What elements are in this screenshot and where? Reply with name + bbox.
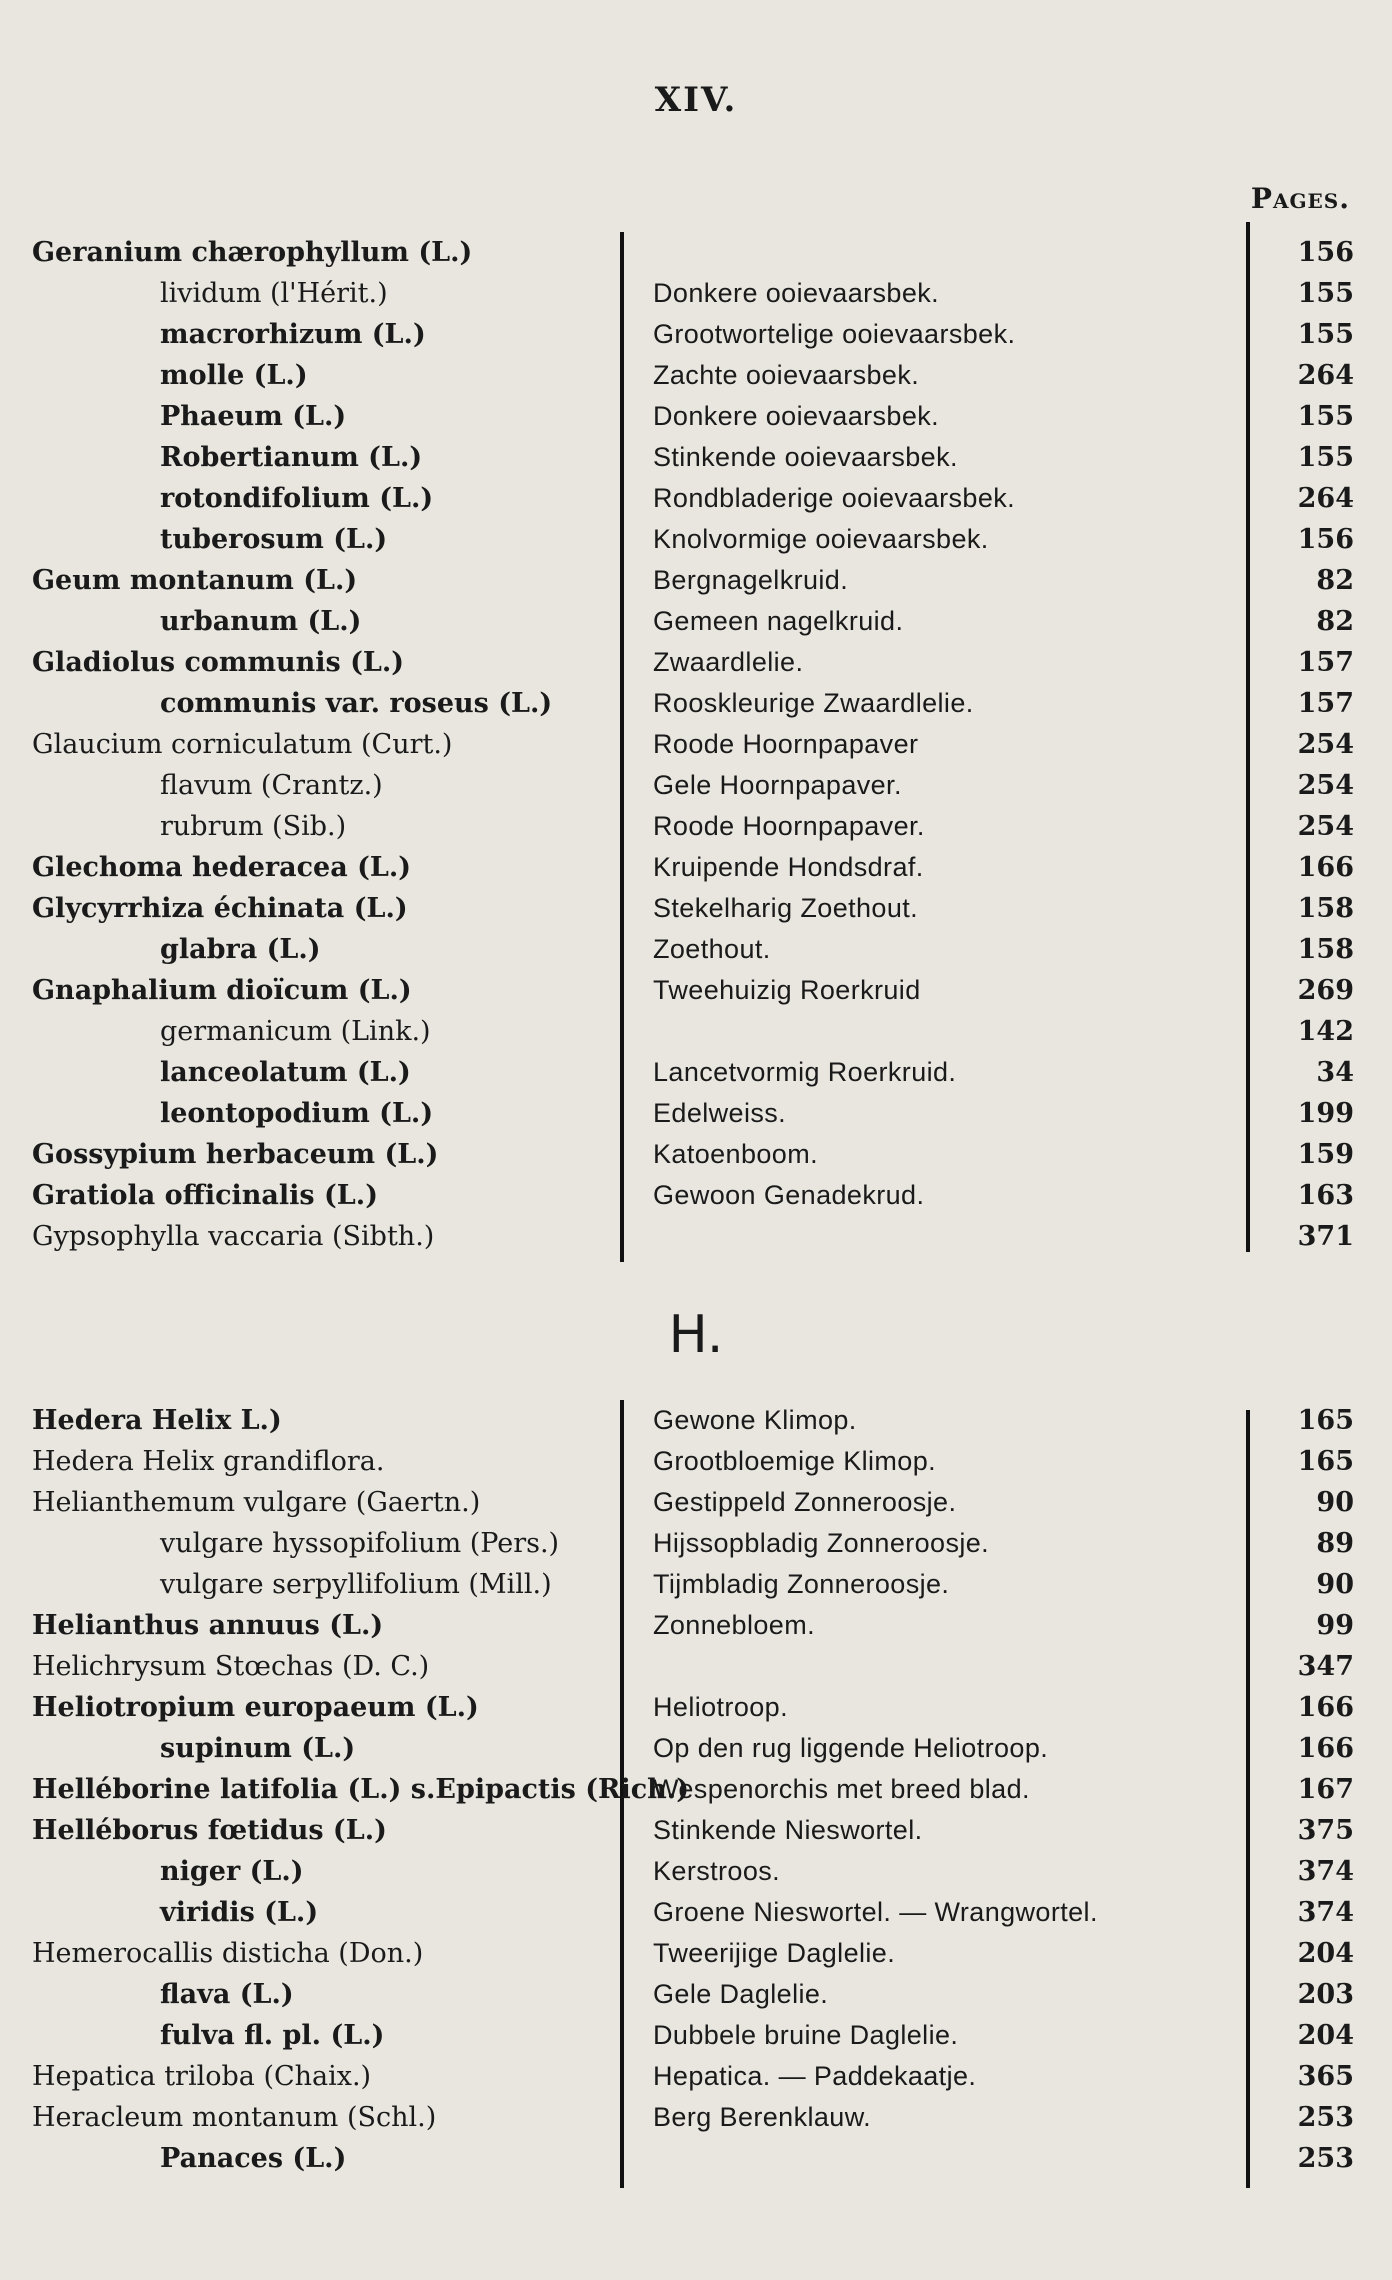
index-entry bbox=[0, 1974, 1392, 2015]
latin-name: tuberosum (L.) bbox=[160, 524, 388, 555]
latin-name: Glechoma hederacea (L.) bbox=[32, 852, 412, 883]
page-ref: 375 bbox=[1297, 1815, 1354, 1846]
page-ref: 204 bbox=[1297, 2020, 1354, 2051]
page-ref: 34 bbox=[1316, 1057, 1354, 1088]
index-entry bbox=[0, 601, 1392, 642]
latin-name: Helichrysum Stœchas (D. C.) bbox=[32, 1651, 430, 1682]
index-entry bbox=[0, 1810, 1392, 1851]
index-entry bbox=[0, 888, 1392, 929]
common-name: Rooskleurige Zwaardlelie. bbox=[653, 688, 974, 718]
index-entry bbox=[0, 970, 1392, 1011]
index-entry bbox=[0, 1400, 1392, 1441]
latin-name: Gossypium herbaceum (L.) bbox=[32, 1139, 439, 1170]
common-name: Kerstroos. bbox=[653, 1856, 781, 1886]
index-entry bbox=[0, 1564, 1392, 1605]
common-name: Zachte ooievaarsbek. bbox=[653, 360, 920, 390]
latin-name: Hemerocallis disticha (Don.) bbox=[32, 1938, 424, 1969]
common-name: Hijssopbladig Zonneroosje. bbox=[653, 1528, 990, 1558]
index-entry bbox=[0, 2015, 1392, 2056]
common-name: Zoethout. bbox=[653, 934, 771, 964]
index-entry bbox=[0, 2138, 1392, 2179]
index-entry bbox=[0, 929, 1392, 970]
latin-name: Helianthemum vulgare (Gaertn.) bbox=[32, 1487, 481, 1518]
common-name: Berg Berenklauw. bbox=[653, 2102, 872, 2132]
latin-name: Helléborus fœtidus (L.) bbox=[32, 1815, 387, 1846]
latin-name: Heracleum montanum (Schl.) bbox=[32, 2102, 437, 2133]
page-ref: 371 bbox=[1297, 1221, 1354, 1252]
index-entry bbox=[0, 2056, 1392, 2097]
latin-name: Hedera Helix grandiflora. bbox=[32, 1446, 385, 1477]
latin-name: Helléborine latifolia (L.) s.Epipactis (Rich.) bbox=[32, 1774, 689, 1805]
common-name: Zwaardlelie. bbox=[653, 647, 804, 677]
common-name: Donkere ooievaarsbek. bbox=[653, 278, 940, 308]
page-ref: 157 bbox=[1297, 688, 1354, 719]
latin-name: Gypsophylla vaccaria (Sibth.) bbox=[32, 1221, 435, 1252]
common-name: Tweerijige Daglelie. bbox=[653, 1938, 896, 1968]
common-name: Hepatica. — Paddekaatje. bbox=[653, 2061, 977, 2091]
page-ref: 166 bbox=[1297, 852, 1354, 883]
common-name: Gele Daglelie. bbox=[653, 1979, 829, 2009]
latin-name: Robertianum (L.) bbox=[160, 442, 423, 473]
page-ref: 158 bbox=[1297, 934, 1354, 965]
page-ref: 167 bbox=[1297, 1774, 1354, 1805]
index-entry bbox=[0, 1523, 1392, 1564]
index-entry bbox=[0, 1769, 1392, 1810]
index-entry bbox=[0, 806, 1392, 847]
latin-name: Hedera Helix L.) bbox=[32, 1405, 282, 1436]
latin-name: glabra (L.) bbox=[160, 934, 321, 965]
common-name: Heliotroop. bbox=[653, 1692, 788, 1722]
latin-name: Heliotropium europaeum (L.) bbox=[32, 1692, 479, 1723]
common-name: Donkere ooievaarsbek. bbox=[653, 401, 940, 431]
common-name: Wespenorchis met breed blad. bbox=[653, 1774, 1030, 1804]
index-entry bbox=[0, 1687, 1392, 1728]
page-ref: 155 bbox=[1297, 278, 1354, 309]
common-name: Bergnagelkruid. bbox=[653, 565, 849, 595]
index-entry bbox=[0, 1011, 1392, 1052]
index-entry bbox=[0, 478, 1392, 519]
index-entry bbox=[0, 1933, 1392, 1974]
page-ref: 89 bbox=[1316, 1528, 1354, 1559]
latin-name: Glaucium corniculatum (Curt.) bbox=[32, 729, 453, 760]
page-ref: 90 bbox=[1316, 1487, 1354, 1518]
index-block-h bbox=[0, 1400, 1392, 2179]
latin-name: macrorhizum (L.) bbox=[160, 319, 426, 350]
page-ref: 90 bbox=[1316, 1569, 1354, 1600]
common-name: Tweehuizig Roerkruid bbox=[653, 975, 921, 1005]
index-entry bbox=[0, 1892, 1392, 1933]
latin-name: fulva fl. pl. (L.) bbox=[160, 2020, 385, 2051]
latin-name: communis var. roseus (L.) bbox=[160, 688, 553, 719]
index-entry bbox=[0, 1216, 1392, 1257]
page-ref: 253 bbox=[1297, 2143, 1354, 2174]
latin-name: niger (L.) bbox=[160, 1856, 304, 1887]
index-entry bbox=[0, 437, 1392, 478]
latin-name: Helianthus annuus (L.) bbox=[32, 1610, 384, 1641]
page-ref: 254 bbox=[1297, 729, 1354, 760]
page-ref: 253 bbox=[1297, 2102, 1354, 2133]
page-ref: 254 bbox=[1297, 770, 1354, 801]
index-entry bbox=[0, 396, 1392, 437]
page-ref: 264 bbox=[1297, 483, 1354, 514]
index-entry bbox=[0, 765, 1392, 806]
common-name: Lancetvormig Roerkruid. bbox=[653, 1057, 957, 1087]
latin-name: Glycyrrhiza échinata (L.) bbox=[32, 893, 408, 924]
page-ref: 166 bbox=[1297, 1733, 1354, 1764]
latin-name: flava (L.) bbox=[160, 1979, 294, 2010]
common-name: Gewoon Genadekrud. bbox=[653, 1180, 925, 1210]
common-name: Roode Hoornpapaver. bbox=[653, 811, 925, 841]
common-name: Kruipende Hondsdraf. bbox=[653, 852, 924, 882]
index-entry bbox=[0, 724, 1392, 765]
common-name: Edelweiss. bbox=[653, 1098, 787, 1128]
index-entry bbox=[0, 1134, 1392, 1175]
common-name: Grootbloemige Klimop. bbox=[653, 1446, 937, 1476]
page-ref: 269 bbox=[1297, 975, 1354, 1006]
common-name: Zonnebloem. bbox=[653, 1610, 815, 1640]
latin-name: vulgare serpyllifolium (Mill.) bbox=[160, 1569, 552, 1600]
page-ref: 204 bbox=[1297, 1938, 1354, 1969]
index-entry bbox=[0, 1646, 1392, 1687]
common-name: Dubbele bruine Daglelie. bbox=[653, 2020, 959, 2050]
latin-name: leontopodium (L.) bbox=[160, 1098, 434, 1129]
latin-name: viridis (L.) bbox=[160, 1897, 319, 1928]
common-name: Tijmbladig Zonneroosje. bbox=[653, 1569, 950, 1599]
common-name: Roode Hoornpapaver bbox=[653, 729, 919, 759]
index-entry bbox=[0, 683, 1392, 724]
common-name: Stinkende ooievaarsbek. bbox=[653, 442, 958, 472]
pages-column-header: Pages. bbox=[1250, 182, 1350, 215]
page-ref: 163 bbox=[1297, 1180, 1354, 1211]
index-entry bbox=[0, 1851, 1392, 1892]
latin-name: molle (L.) bbox=[160, 360, 308, 391]
index-entry bbox=[0, 1482, 1392, 1523]
latin-name: Geranium chærophyllum (L.) bbox=[32, 237, 473, 268]
common-name: Grootwortelige ooievaarsbek. bbox=[653, 319, 1016, 349]
latin-name: Panaces (L.) bbox=[160, 2143, 347, 2174]
index-entry bbox=[0, 2097, 1392, 2138]
index-entry bbox=[0, 232, 1392, 273]
page-ref: 156 bbox=[1297, 237, 1354, 268]
section-heading: H. bbox=[668, 1305, 724, 1365]
page-ref: 155 bbox=[1297, 442, 1354, 473]
common-name: Gemeen nagelkruid. bbox=[653, 606, 904, 636]
latin-name: Gladiolus communis (L.) bbox=[32, 647, 405, 678]
index-entry bbox=[0, 1052, 1392, 1093]
latin-name: Gratiola officinalis (L.) bbox=[32, 1180, 378, 1211]
latin-name: urbanum (L.) bbox=[160, 606, 362, 637]
page-ref: 203 bbox=[1297, 1979, 1354, 2010]
index-entry bbox=[0, 1175, 1392, 1216]
index-block-g bbox=[0, 232, 1392, 1257]
page-ref: 165 bbox=[1297, 1446, 1354, 1477]
index-entry bbox=[0, 560, 1392, 601]
index-entry bbox=[0, 1441, 1392, 1482]
page-ref: 99 bbox=[1316, 1610, 1354, 1641]
common-name: Knolvormige ooievaarsbek. bbox=[653, 524, 989, 554]
index-entry bbox=[0, 847, 1392, 888]
page-number: XIV. bbox=[654, 80, 738, 120]
page-ref: 347 bbox=[1297, 1651, 1354, 1682]
common-name: Rondbladerige ooievaarsbek. bbox=[653, 483, 1016, 513]
index-entry bbox=[0, 273, 1392, 314]
page-ref: 264 bbox=[1297, 360, 1354, 391]
common-name: Stinkende Nieswortel. bbox=[653, 1815, 923, 1845]
latin-name: Gnaphalium dioïcum (L.) bbox=[32, 975, 412, 1006]
page-ref: 254 bbox=[1297, 811, 1354, 842]
latin-name: lanceolatum (L.) bbox=[160, 1057, 411, 1088]
latin-name: germanicum (Link.) bbox=[160, 1016, 431, 1047]
common-name: Groene Nieswortel. — Wrangwortel. bbox=[653, 1897, 1098, 1927]
index-entry bbox=[0, 642, 1392, 683]
latin-name: lividum (l'Hérit.) bbox=[160, 278, 388, 309]
page-ref: 156 bbox=[1297, 524, 1354, 555]
index-entry bbox=[0, 519, 1392, 560]
page-ref: 82 bbox=[1316, 565, 1354, 596]
common-name: Gewone Klimop. bbox=[653, 1405, 857, 1435]
page-ref: 158 bbox=[1297, 893, 1354, 924]
index-entry bbox=[0, 1605, 1392, 1646]
latin-name: Phaeum (L.) bbox=[160, 401, 347, 432]
common-name: Gestippeld Zonneroosje. bbox=[653, 1487, 957, 1517]
latin-name: rotondifolium (L.) bbox=[160, 483, 434, 514]
index-entry bbox=[0, 1728, 1392, 1769]
latin-name: vulgare hyssopifolium (Pers.) bbox=[160, 1528, 560, 1559]
page-ref: 142 bbox=[1297, 1016, 1354, 1047]
page-ref: 374 bbox=[1297, 1897, 1354, 1928]
page-ref: 165 bbox=[1297, 1405, 1354, 1436]
page-ref: 155 bbox=[1297, 319, 1354, 350]
latin-name: Hepatica triloba (Chaix.) bbox=[32, 2061, 372, 2092]
common-name: Op den rug liggende Heliotroop. bbox=[653, 1733, 1049, 1763]
index-entry bbox=[0, 314, 1392, 355]
common-name: Katoenboom. bbox=[653, 1139, 819, 1169]
page-ref: 159 bbox=[1297, 1139, 1354, 1170]
page-ref: 199 bbox=[1297, 1098, 1354, 1129]
latin-name: rubrum (Sib.) bbox=[160, 811, 347, 842]
page-ref: 155 bbox=[1297, 401, 1354, 432]
index-entry bbox=[0, 1093, 1392, 1134]
page-ref: 166 bbox=[1297, 1692, 1354, 1723]
common-name: Stekelharig Zoethout. bbox=[653, 893, 919, 923]
page-ref: 82 bbox=[1316, 606, 1354, 637]
page-ref: 374 bbox=[1297, 1856, 1354, 1887]
latin-name: flavum (Crantz.) bbox=[160, 770, 383, 801]
page-ref: 157 bbox=[1297, 647, 1354, 678]
latin-name: Geum montanum (L.) bbox=[32, 565, 358, 596]
index-entry bbox=[0, 355, 1392, 396]
latin-name: supinum (L.) bbox=[160, 1733, 356, 1764]
page-ref: 365 bbox=[1297, 2061, 1354, 2092]
common-name: Gele Hoornpapaver. bbox=[653, 770, 902, 800]
